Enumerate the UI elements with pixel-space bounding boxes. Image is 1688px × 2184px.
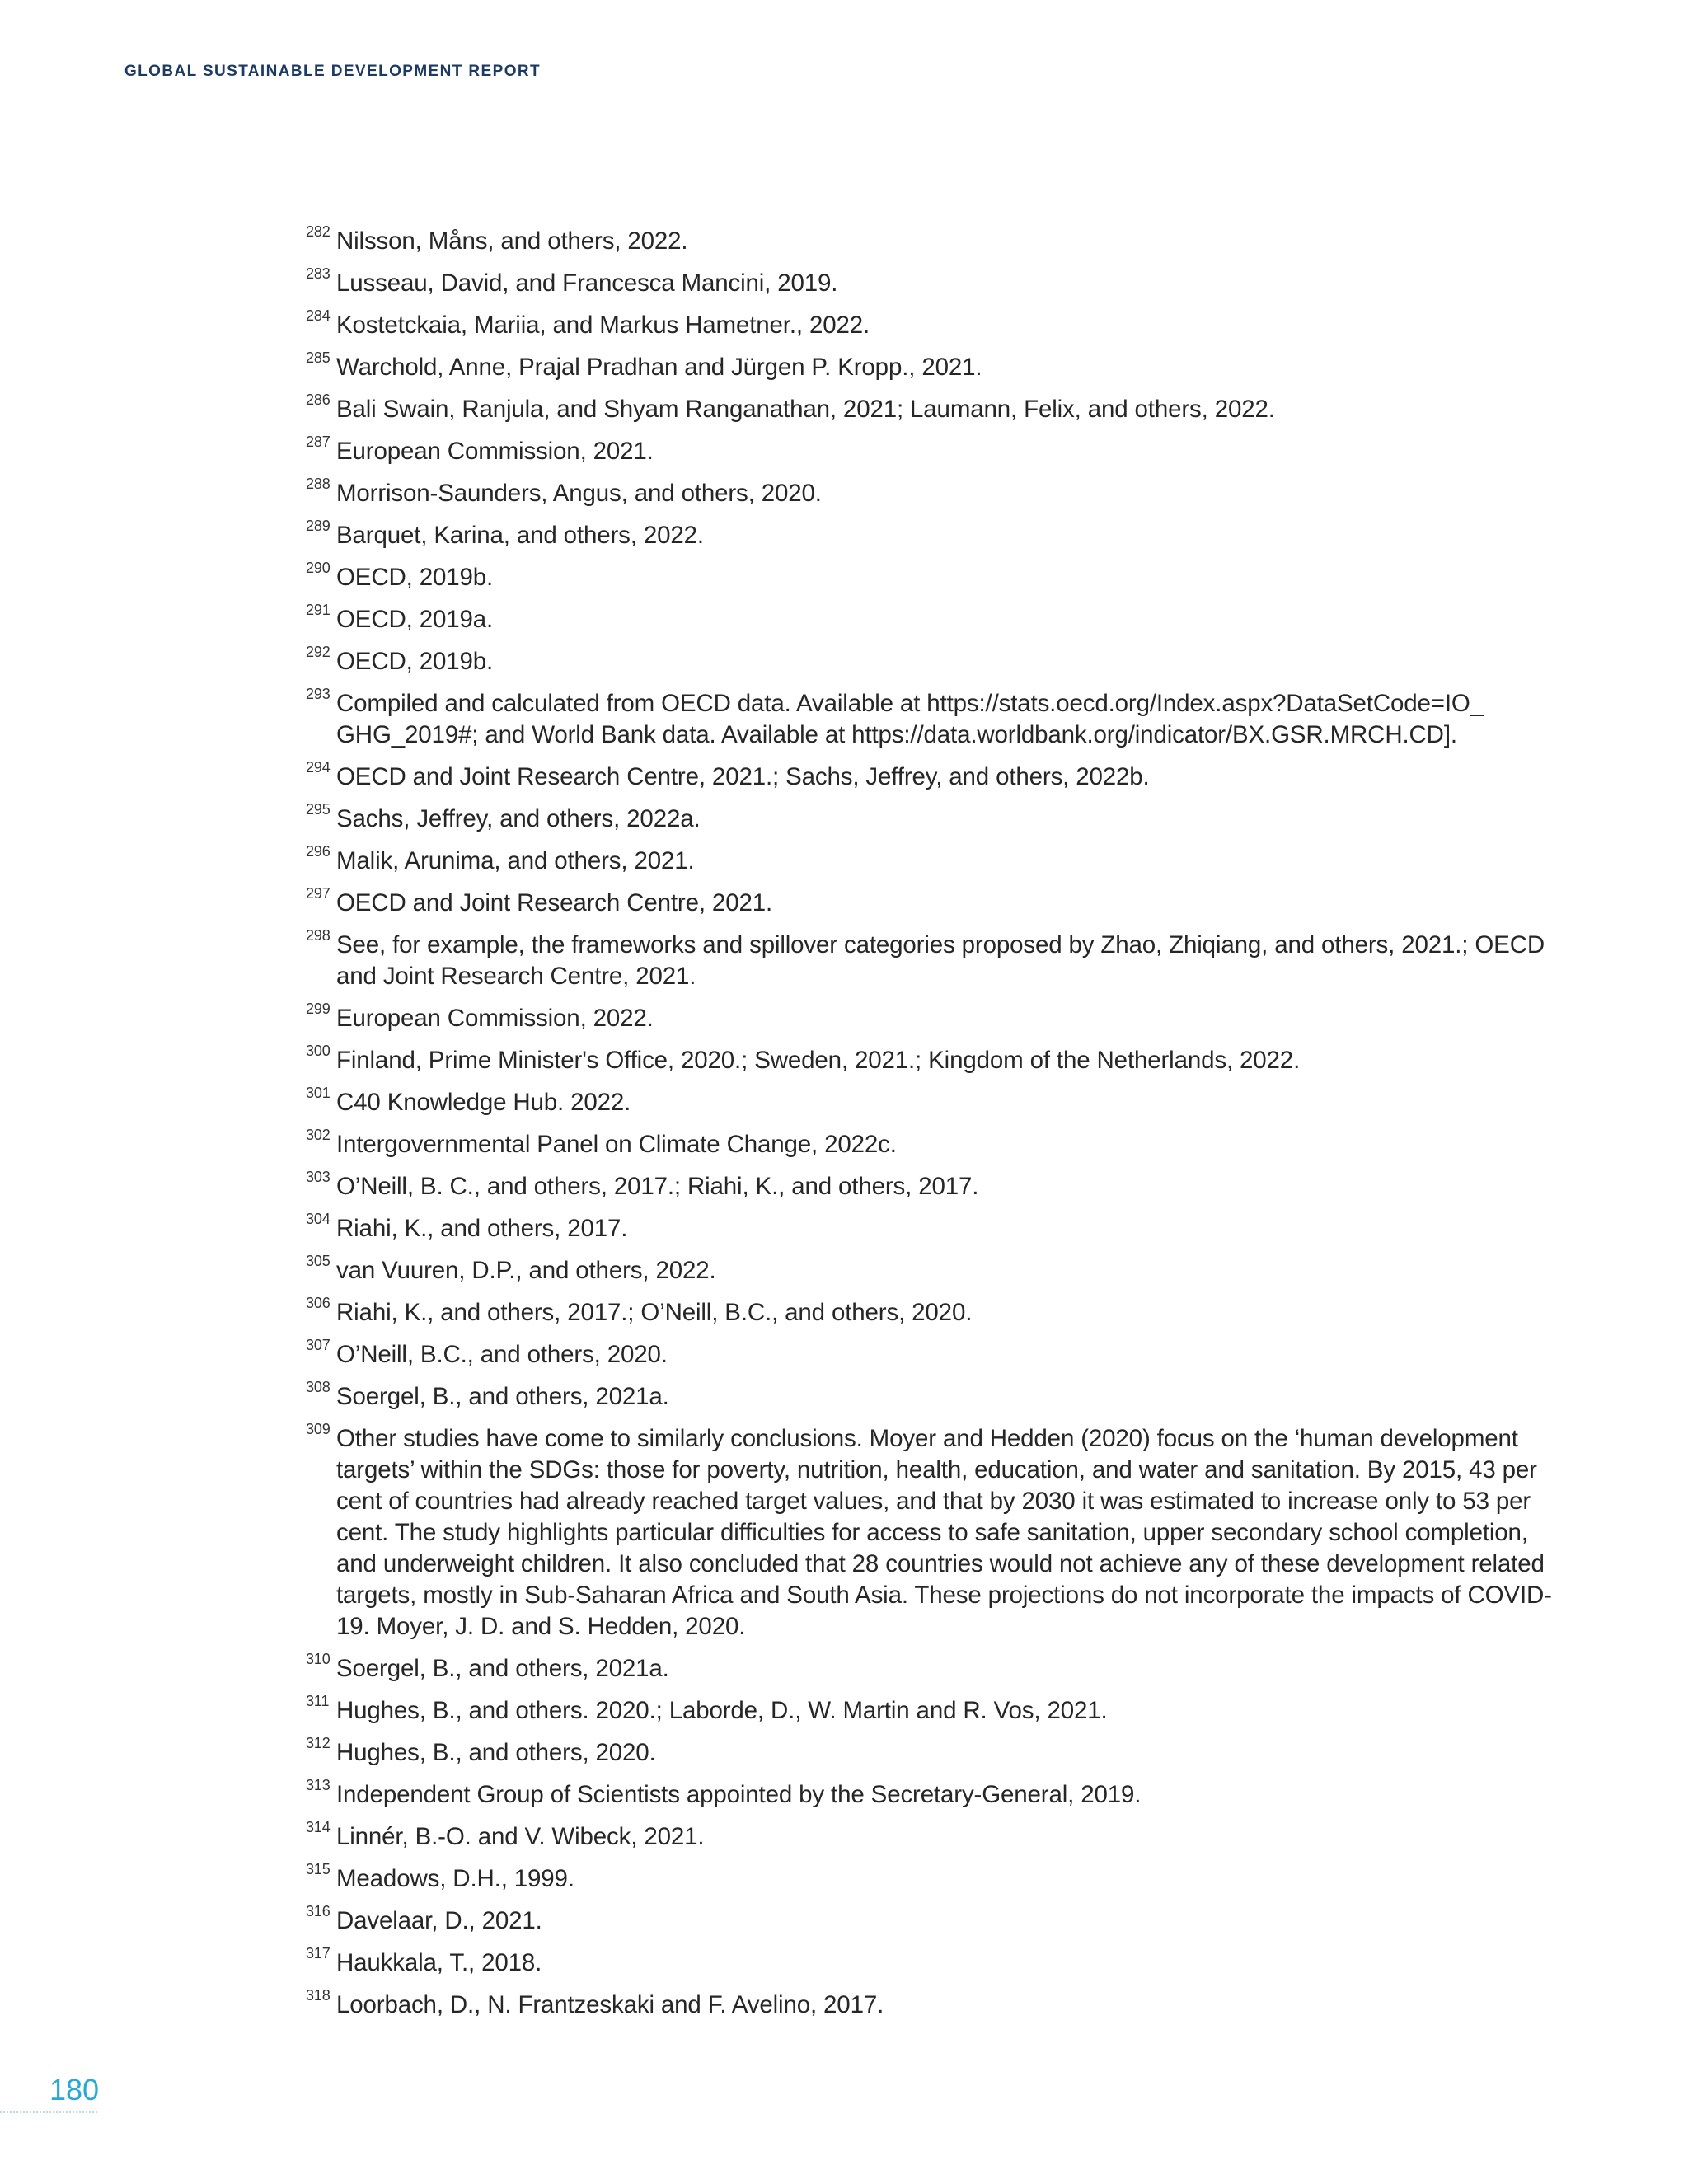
endnote-text: Malik, Arunima, and others, 2021. xyxy=(336,847,695,874)
endnote-text: OECD, 2019a. xyxy=(336,606,494,633)
endnote-text: OECD, 2019b. xyxy=(336,564,494,591)
endnote-number: 309 xyxy=(306,1421,331,1437)
endnote-297 xyxy=(306,885,1559,919)
endnote-313 xyxy=(306,1779,1559,1811)
endnote-308 xyxy=(306,1381,1559,1413)
endnote-text: O’Neill, B. C., and others, 2017.; Riahi, K., and others, 2017. xyxy=(336,1173,979,1200)
endnote-text: Finland, Prime Minister's Office, 2020.; Sweden, 2021.; Kingdom of the Netherlands, 2022. xyxy=(336,1047,1301,1074)
endnote-293 xyxy=(306,688,1559,751)
endnote-294 xyxy=(306,759,1559,793)
endnote-316 xyxy=(306,1905,1559,1937)
endnote-text: Independent Group of Scientists appointed by the Secretary-General, 2019. xyxy=(336,1781,1142,1808)
endnote-287 xyxy=(306,436,1559,467)
endnote-number: 289 xyxy=(306,518,331,534)
endnote-291 xyxy=(306,604,1559,635)
endnote-315 xyxy=(306,1863,1559,1895)
endnote-text: Compiled and calculated from OECD data. Available at https://stats.oecd.org/Index.aspx?DataSetCode=IO_ GHG_2019#; and World Bank data. Available at https://data.worldbank.org/indicator/BX.GSR.MRCH.CD]. xyxy=(336,690,1484,748)
endnote-text: Loorbach, D., N. Frantzeskaki and F. Avelino, 2017. xyxy=(336,1991,884,2018)
endnote-312 xyxy=(306,1737,1559,1769)
endnote-301 xyxy=(306,1087,1559,1118)
endnote-number: 303 xyxy=(306,1169,331,1185)
endnote-289 xyxy=(306,520,1559,551)
endnote-number: 318 xyxy=(306,1987,331,2004)
endnote-text: European Commission, 2021. xyxy=(336,438,654,465)
endnote-284 xyxy=(306,307,1559,341)
endnote-285 xyxy=(306,349,1559,383)
endnote-288 xyxy=(306,478,1559,509)
page-number: 180 xyxy=(49,2073,100,2107)
endnote-317 xyxy=(306,1947,1559,1979)
endnote-305 xyxy=(306,1255,1559,1286)
endnote-text: Warchold, Anne, Prajal Pradhan and Jürgen P. Kropp., 2021. xyxy=(336,354,982,381)
endnote-number: 286 xyxy=(306,391,331,408)
endnote-number: 287 xyxy=(306,434,331,450)
endnote-number: 310 xyxy=(306,1651,331,1667)
endnote-text: Soergel, B., and others, 2021a. xyxy=(336,1655,669,1682)
endnote-text: Sachs, Jeffrey, and others, 2022a. xyxy=(336,805,701,832)
endnote-306 xyxy=(306,1297,1559,1329)
endnote-number: 313 xyxy=(306,1777,331,1793)
endnote-text: Linnér, B.-O. and V. Wibeck, 2021. xyxy=(336,1823,705,1850)
endnote-text: See, for example, the frameworks and spillover categories proposed by Zhao, Zhiqiang, and others, 2021.; OECD and Joint Research Centre, 2021. xyxy=(336,931,1545,990)
endnote-number: 294 xyxy=(306,759,331,776)
endnote-text: Bali Swain, Ranjula, and Shyam Ranganathan, 2021; Laumann, Felix, and others, 2022. xyxy=(336,396,1275,423)
endnote-number: 284 xyxy=(306,307,331,324)
endnote-311 xyxy=(306,1695,1559,1727)
endnote-text: European Commission, 2022. xyxy=(336,1005,654,1032)
endnote-number: 292 xyxy=(306,644,331,660)
endnote-number: 299 xyxy=(306,1001,331,1017)
endnote-number: 306 xyxy=(306,1295,331,1311)
endnote-number: 282 xyxy=(306,223,331,240)
endnote-314 xyxy=(306,1821,1559,1853)
endnote-text: Hughes, B., and others, 2020. xyxy=(336,1739,656,1766)
endnote-number: 308 xyxy=(306,1379,331,1395)
endnote-304 xyxy=(306,1213,1559,1244)
endnote-number: 290 xyxy=(306,560,331,576)
endnote-299 xyxy=(306,1003,1559,1034)
endnote-number: 296 xyxy=(306,843,331,860)
endnote-number: 300 xyxy=(306,1043,331,1059)
endnote-283 xyxy=(306,265,1559,299)
running-header: GLOBAL SUSTAINABLE DEVELOPMENT REPORT xyxy=(124,63,542,80)
endnote-number: 302 xyxy=(306,1127,331,1143)
endnote-text: Hughes, B., and others. 2020.; Laborde, D., W. Martin and R. Vos, 2021. xyxy=(336,1697,1108,1724)
endnote-text: van Vuuren, D.P., and others, 2022. xyxy=(336,1257,716,1284)
endnote-number: 288 xyxy=(306,476,331,492)
endnote-number: 301 xyxy=(306,1085,331,1101)
endnote-text: Nilsson, Måns, and others, 2022. xyxy=(336,227,688,255)
page-number-rule xyxy=(0,2111,97,2113)
endnote-text: C40 Knowledge Hub. 2022. xyxy=(336,1089,631,1116)
endnote-number: 304 xyxy=(306,1211,331,1227)
endnote-298 xyxy=(306,927,1559,992)
endnote-292 xyxy=(306,646,1559,677)
endnote-307 xyxy=(306,1339,1559,1371)
endnote-text: Intergovernmental Panel on Climate Change, 2022c. xyxy=(336,1131,897,1158)
endnote-number: 312 xyxy=(306,1735,331,1751)
endnote-number: 291 xyxy=(306,602,331,618)
endnote-text: Barquet, Karina, and others, 2022. xyxy=(336,522,704,549)
endnote-number: 317 xyxy=(306,1945,331,1961)
endnote-295 xyxy=(306,801,1559,835)
endnote-number: 315 xyxy=(306,1861,331,1877)
endnote-282 xyxy=(306,223,1559,257)
endnote-text: Riahi, K., and others, 2017.; O’Neill, B.C., and others, 2020. xyxy=(336,1299,973,1326)
endnote-318 xyxy=(306,1987,1559,2021)
endnote-text: Davelaar, D., 2021. xyxy=(336,1907,542,1934)
endnotes-list xyxy=(306,223,1559,2032)
endnote-number: 316 xyxy=(306,1903,331,1919)
endnote-text: Riahi, K., and others, 2017. xyxy=(336,1215,628,1242)
endnote-296 xyxy=(306,843,1559,877)
endnote-number: 314 xyxy=(306,1819,331,1835)
endnote-text: Other studies have come to similarly conclusions. Moyer and Hedden (2020) focus on the ‘human development targets’ within the SDGs: those for poverty, nutrition, health, education, and water and sanitation. By 2015, 43 per cent of countries had already reached target values, and that by 2030 it was estimated to increase only to 53 per cent. The study highlights particular difficulties for access to safe sanitation, upper secondary school completion, and underweight children. It also concluded that 28 countries would not achieve any of these development related targets, mostly in Sub-Saharan Africa and South Asia. These projections do not incorporate the impacts of COVID-19. Moyer, J. D. and S. Hedden, 2020. xyxy=(336,1425,1552,1640)
endnote-number: 298 xyxy=(306,927,331,944)
endnote-text: OECD, 2019b. xyxy=(336,648,494,675)
endnote-number: 311 xyxy=(306,1693,330,1709)
endnote-number: 285 xyxy=(306,349,331,366)
endnote-number: 295 xyxy=(306,801,331,818)
endnote-text: Meadows, D.H., 1999. xyxy=(336,1865,574,1892)
endnote-300 xyxy=(306,1045,1559,1076)
endnote-309 xyxy=(306,1423,1559,1643)
endnote-number: 305 xyxy=(306,1253,331,1269)
endnote-text: O’Neill, B.C., and others, 2020. xyxy=(336,1341,668,1368)
endnote-text: Kostetckaia, Mariia, and Markus Hametner., 2022. xyxy=(336,312,870,339)
endnote-310 xyxy=(306,1653,1559,1685)
endnote-number: 297 xyxy=(306,885,331,902)
endnote-303 xyxy=(306,1171,1559,1202)
endnote-text: Haukkala, T., 2018. xyxy=(336,1949,542,1976)
endnote-text: Lusseau, David, and Francesca Mancini, 2019. xyxy=(336,269,838,297)
endnote-text: Morrison-Saunders, Angus, and others, 2020. xyxy=(336,480,822,507)
endnote-302 xyxy=(306,1129,1559,1160)
endnote-290 xyxy=(306,562,1559,593)
endnote-text: OECD and Joint Research Centre, 2021.; Sachs, Jeffrey, and others, 2022b. xyxy=(336,763,1150,790)
endnote-number: 283 xyxy=(306,265,331,282)
endnote-286 xyxy=(306,391,1559,425)
endnote-number: 293 xyxy=(306,686,331,702)
endnote-number: 307 xyxy=(306,1337,331,1353)
endnote-text: OECD and Joint Research Centre, 2021. xyxy=(336,889,773,916)
endnote-text: Soergel, B., and others, 2021a. xyxy=(336,1383,669,1410)
